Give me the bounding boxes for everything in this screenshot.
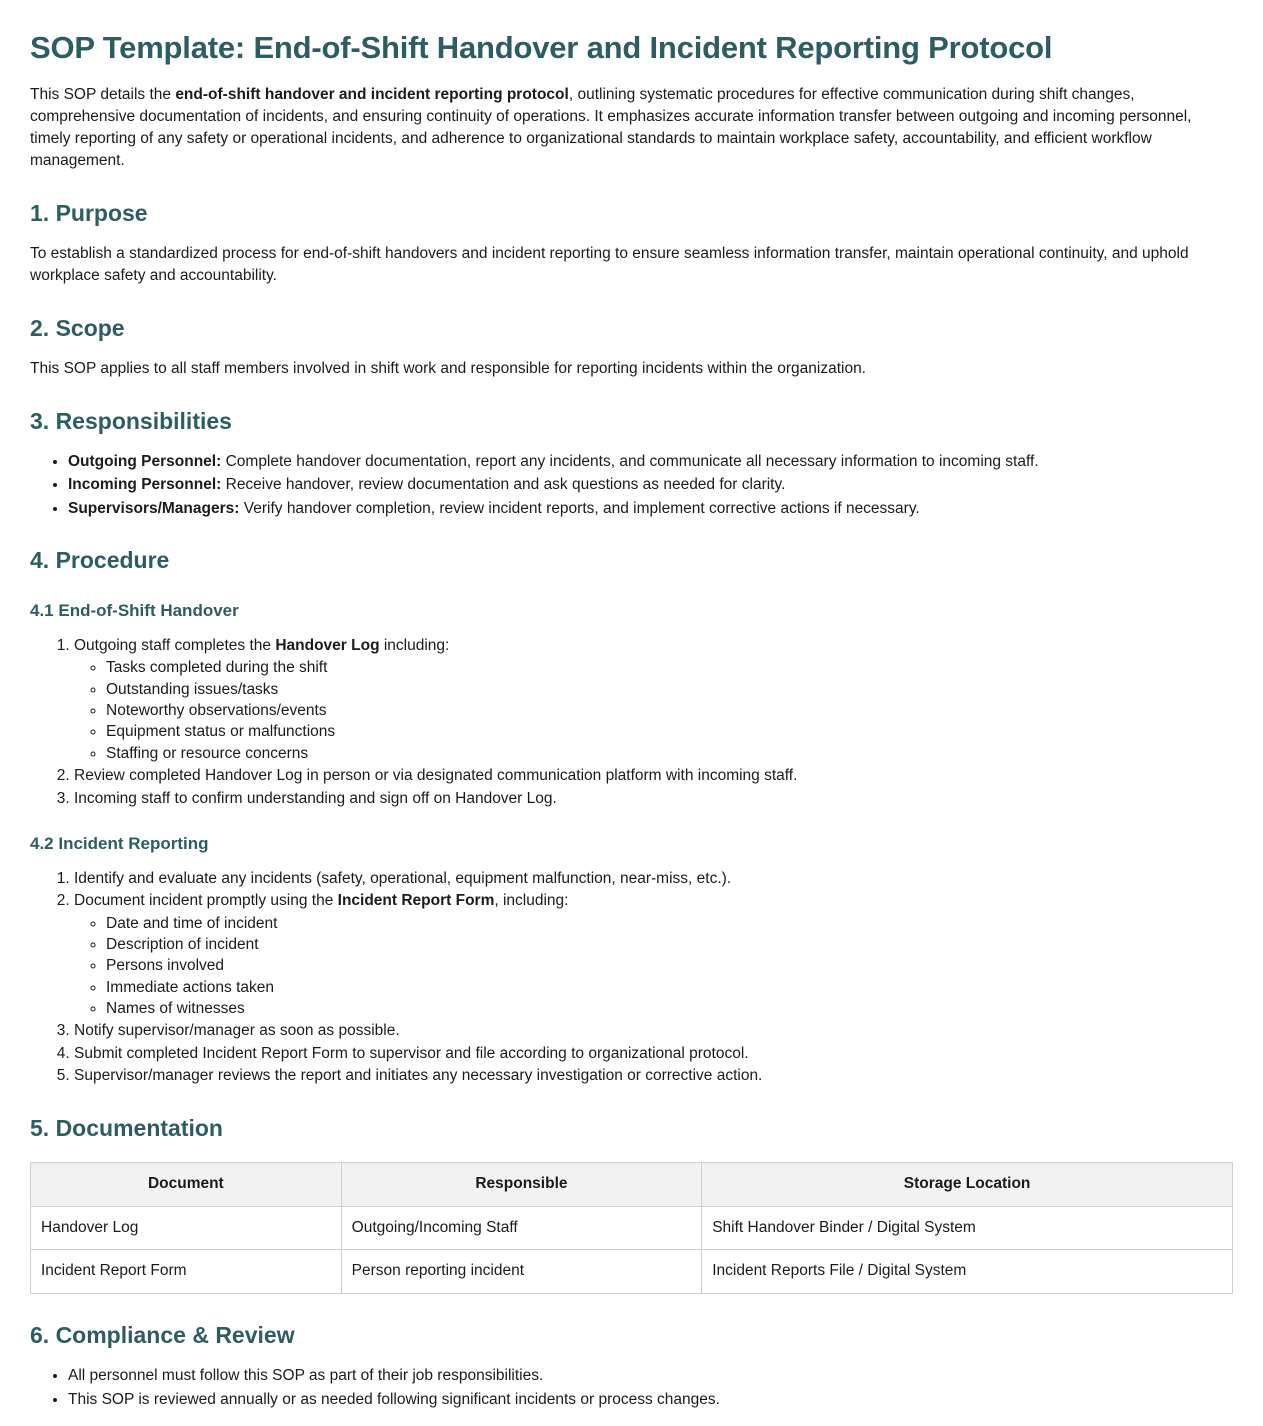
list-item (74, 635, 1233, 764)
responsibilities-list (30, 451, 1233, 519)
responsibility-detail: Receive handover, review documentation and ask questions as needed for clarity. (221, 476, 786, 494)
table-row (31, 1250, 1233, 1294)
list-item: ◦ Persons involved (106, 955, 1233, 976)
incident-step2-pre: Document incident promptly using the (74, 892, 338, 910)
list-item: ◦ Tasks completed during the shift (106, 657, 1233, 678)
section-heading-procedure: 4. Procedure (30, 546, 170, 573)
cell-storage-location: Shift Handover Binder / Digital System (702, 1206, 1233, 1250)
section-heading-purpose: 1. Purpose (30, 199, 148, 226)
intro-bold: end-of-shift handover and incident reporting protocol (175, 85, 569, 103)
column-header-responsible: Responsible (341, 1162, 702, 1206)
handover-step1-sublist (74, 657, 1233, 764)
list-item (68, 451, 1233, 472)
compliance-list (30, 1365, 1233, 1410)
list-item: 3. Incoming staff to confirm understanding and sign off on Handover Log. (74, 788, 1233, 809)
subsection-heading-handover: 4.1 End-of-Shift Handover (30, 600, 239, 620)
purpose-text: To establish a standardized process for end-of-shift handovers and incident reporting to ensure seamless information transfer, maintain operational continuity, and uphold workplace safety and accountability. (30, 244, 1189, 284)
list-item: ◦ Outstanding issues/tasks (106, 679, 1233, 700)
intro-rest: , outlining systematic procedures for effective communication during shift changes, comprehensive documentation of incidents, and ensuring continuity of operations. It emphasizes accurate information transfer between outgoing and incoming personnel, timely reporting of any safety or operational incidents, and adherence to organizational standards to maintain workplace safety, accountability, and efficient workflow management. (30, 85, 1192, 169)
list-item: 2. Review completed Handover Log in person or via designated communication platform with incoming staff. (74, 765, 1233, 786)
list-item: ◦ Immediate actions taken (106, 977, 1233, 998)
responsibility-role: Outgoing Personnel: (68, 452, 222, 470)
incident-step2-sublist (74, 913, 1233, 1020)
subsection-heading-incident: 4.2 Incident Reporting (30, 833, 209, 853)
column-header-storage-location: Storage Location (702, 1162, 1233, 1206)
document-intro (30, 84, 1233, 172)
section-heading-scope: 2. Scope (30, 314, 125, 341)
handover-step1-pre: Outgoing staff completes the (74, 636, 276, 654)
incident-report-form-label: Incident Report Form (337, 892, 495, 910)
incident-step2-post: , including: (494, 892, 569, 910)
section-heading-documentation: 5. Documentation (30, 1114, 223, 1141)
column-header-document: Document (31, 1162, 342, 1206)
responsibility-role: Supervisors/Managers: (68, 499, 240, 517)
list-item: • This SOP is reviewed annually or as needed following significant incidents or process changes. (68, 1389, 1233, 1410)
cell-responsible: Person reporting incident (341, 1250, 702, 1294)
list-item (68, 498, 1233, 519)
list-item: ◦ Equipment status or malfunctions (106, 721, 1233, 742)
documentation-table (30, 1162, 1233, 1295)
list-item: ◦ Staffing or resource concerns (106, 743, 1233, 764)
responsibility-role: Incoming Personnel: (68, 476, 222, 494)
list-item: ◦ Noteworthy observations/events (106, 700, 1233, 721)
handover-log-label: Handover Log (275, 636, 380, 654)
table-body (31, 1206, 1233, 1294)
scope-text: This SOP applies to all staff members involved in shift work and responsible for reporting incidents within the organization. (30, 359, 866, 377)
handover-steps (30, 635, 1233, 809)
list-item: ◦ Description of incident (106, 934, 1233, 955)
list-item: • All personnel must follow this SOP as part of their job responsibilities. (68, 1365, 1233, 1386)
handover-step1-post: including: (379, 636, 450, 654)
responsibility-detail: Complete handover documentation, report any incidents, and communicate all necessary information to incoming staff. (221, 452, 1039, 470)
section-heading-responsibilities: 3. Responsibilities (30, 407, 232, 434)
list-item: 5. Supervisor/manager reviews the report and initiates any necessary investigation or corrective action. (74, 1065, 1233, 1086)
list-item: ◦ Names of witnesses (106, 998, 1233, 1019)
cell-responsible: Outgoing/Incoming Staff (341, 1206, 702, 1250)
responsibility-detail: Verify handover completion, review incident reports, and implement corrective actions if necessary. (239, 499, 920, 517)
cell-storage-location: Incident Reports File / Digital System (702, 1250, 1233, 1294)
table-header-row (31, 1162, 1233, 1206)
list-item: 1. Identify and evaluate any incidents (safety, operational, equipment malfunction, near-miss, etc.). (74, 868, 1233, 889)
table-row (31, 1206, 1233, 1250)
list-item (74, 890, 1233, 1019)
intro-lead: This SOP details the (30, 85, 176, 103)
list-item: 4. Submit completed Incident Report Form to supervisor and file according to organizational protocol. (74, 1043, 1233, 1064)
list-item: 3. Notify supervisor/manager as soon as possible. (74, 1020, 1233, 1041)
page-title: SOP Template: End-of-Shift Handover and Incident Reporting Protocol (30, 30, 1053, 65)
cell-document: Incident Report Form (31, 1250, 342, 1294)
table-header (31, 1162, 1233, 1206)
list-item: ◦ Date and time of incident (106, 913, 1233, 934)
list-item (68, 474, 1233, 495)
incident-steps (30, 868, 1233, 1087)
cell-document: Handover Log (31, 1206, 342, 1250)
section-heading-compliance: 6. Compliance & Review (30, 1322, 295, 1349)
